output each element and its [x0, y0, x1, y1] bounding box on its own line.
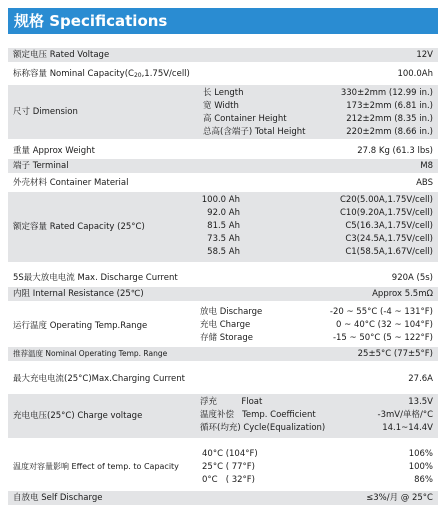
container-material-value: ABS [416, 178, 433, 188]
max-discharge-label: 5S最大放电电流 Max. Discharge Current [13, 273, 178, 283]
row-rated-capacity [8, 192, 438, 262]
charge-voltage-coefficient-value: -3mV/单格/°C [377, 410, 433, 420]
row-container-material [8, 176, 438, 190]
weight-value: 27.8 Kg (61.3 lbs) [357, 146, 433, 156]
terminal-label: 端子 Terminal [13, 161, 69, 171]
rated-capacity-ah: 58.5 Ah [207, 247, 240, 257]
max-discharge-value: 920A (5s) [391, 273, 433, 283]
header-title [14, 11, 167, 31]
rated-capacity-ah: 92.0 Ah [207, 208, 240, 218]
rated-capacity-rate: C5(16.3A,1.75V/cell) [345, 221, 433, 231]
dimension-height-value: 212±2mm (8.35 in.) [346, 114, 433, 124]
specifications-header [8, 8, 438, 34]
self-discharge-value: ≤3%/月 @ 25°C [366, 493, 433, 503]
rated-capacity-rate: C20(5.00A,1.75V/cell) [339, 195, 433, 205]
row-nominal-operating-temp [8, 347, 438, 361]
rated-capacity-rate: C10(9.20A,1.75V/cell) [339, 208, 433, 218]
rated-capacity-label: 额定容量 Rated Capacity (25°C) [13, 222, 145, 232]
row-max-charging [8, 372, 438, 386]
internal-resistance-value: Approx 5.5mΩ [372, 289, 433, 299]
row-weight [8, 144, 438, 158]
header-title-cn: 规格 [14, 12, 45, 30]
row-temp-effect [8, 446, 438, 488]
rated-capacity-rate: C1(58.5A,1.67V/cell) [345, 247, 433, 257]
dimension-total-height-value: 220±2mm (8.66 in.) [346, 127, 433, 137]
weight-label: 重量 Approx Weight [13, 146, 95, 156]
charge-voltage-float-value: 13.5V [408, 397, 433, 407]
operating-temp-discharge-value: -20 ~ 55°C (-4 ~ 131°F) [329, 307, 433, 317]
dimension-label: 尺寸 Dimension [13, 107, 78, 117]
row-operating-temp [8, 304, 438, 346]
temp-effect-0c-value: 86% [414, 475, 433, 485]
row-nominal-capacity [8, 67, 438, 81]
nominal-operating-temp-label: 推荐温度 Nominal Operating Temp. Range [13, 349, 168, 358]
dimension-length-value: 330±2mm (12.99 in.) [340, 88, 433, 98]
operating-temp-discharge-name: 放电 Discharge [200, 307, 263, 317]
row-rated-voltage [8, 48, 438, 62]
nominal-operating-temp-value: 25±5°C (77±5°F) [357, 349, 433, 359]
container-material-label: 外壳材料 Container Material [13, 178, 129, 188]
dimension-width-value: 173±2mm (6.81 in.) [346, 101, 433, 111]
temp-effect-25c-name: 25°C ( 77°F) [202, 462, 255, 472]
temp-effect-40c-value: 106% [408, 449, 433, 459]
internal-resistance-label: 内阻 Internal Resistance (25℃) [13, 289, 144, 299]
dimension-height-name: 高 Container Height [203, 114, 287, 124]
nominal-capacity-label: 标称容量 Nominal $Capacity(C_{20},1.75V/cell)$ [13, 69, 190, 79]
charge-voltage-coefficient-name: 温度补偿 Temp. Coefficient [200, 410, 316, 420]
rated-capacity-ah: 73.5 Ah [207, 234, 240, 244]
header-title-en: Specifications [49, 12, 168, 30]
row-internal-resistance [8, 287, 438, 301]
row-dimension [8, 85, 438, 139]
operating-temp-storage-value: -15 ~ 50°C (5 ~ 122°F) [332, 333, 433, 343]
charge-voltage-label: 充电电压(25°C) Charge voltage [13, 411, 143, 421]
operating-temp-storage-name: 存储 Storage [200, 333, 253, 343]
row-charge-voltage [8, 394, 438, 438]
temp-effect-label: 温度对容量影响 Effect of temp. to Capacity [13, 462, 179, 471]
temp-effect-25c-value: 100% [408, 462, 433, 472]
nominal-capacity-value: 100.0Ah [397, 69, 433, 79]
operating-temp-charge-name: 充电 Charge [200, 320, 251, 330]
self-discharge-label: 自放电 Self Discharge [13, 493, 103, 503]
temp-effect-0c-name: 0°C ( 32°F) [202, 475, 255, 485]
rated-capacity-ah: 81.5 Ah [207, 221, 240, 231]
rated-voltage-value: 12V [416, 50, 433, 60]
dimension-length-name: 长 Length [203, 88, 244, 98]
max-charging-label: 最大充电电流(25°C)Max.Charging Current [13, 374, 185, 384]
charge-voltage-cycle-value: 14.1~14.4V [382, 423, 433, 433]
max-charging-value: 27.6A [408, 374, 433, 384]
charge-voltage-cycle-name: 循环(均充) Cycle(Equalization) [200, 423, 326, 433]
rated-capacity-ah: 100.0 Ah [201, 195, 240, 205]
row-terminal [8, 159, 438, 173]
rated-voltage-label: 额定电压 Rated Voltage [13, 50, 110, 60]
terminal-value: M8 [420, 161, 433, 171]
charge-voltage-float-name: 浮充 Float [200, 397, 263, 407]
dimension-width-name: 宽 Width [203, 101, 239, 111]
rated-capacity-rate: C3(24.5A,1.75V/cell) [345, 234, 433, 244]
temp-effect-40c-name: 40°C (104°F) [202, 449, 258, 459]
dimension-total-height-name: 总高(含端子) Total Height [203, 127, 306, 137]
row-max-discharge [8, 271, 438, 285]
row-self-discharge [8, 491, 438, 505]
operating-temp-label: 运行温度 Operating Temp.Range [13, 321, 148, 331]
operating-temp-charge-value: 0 ~ 40°C (32 ~ 104°F) [336, 320, 433, 330]
